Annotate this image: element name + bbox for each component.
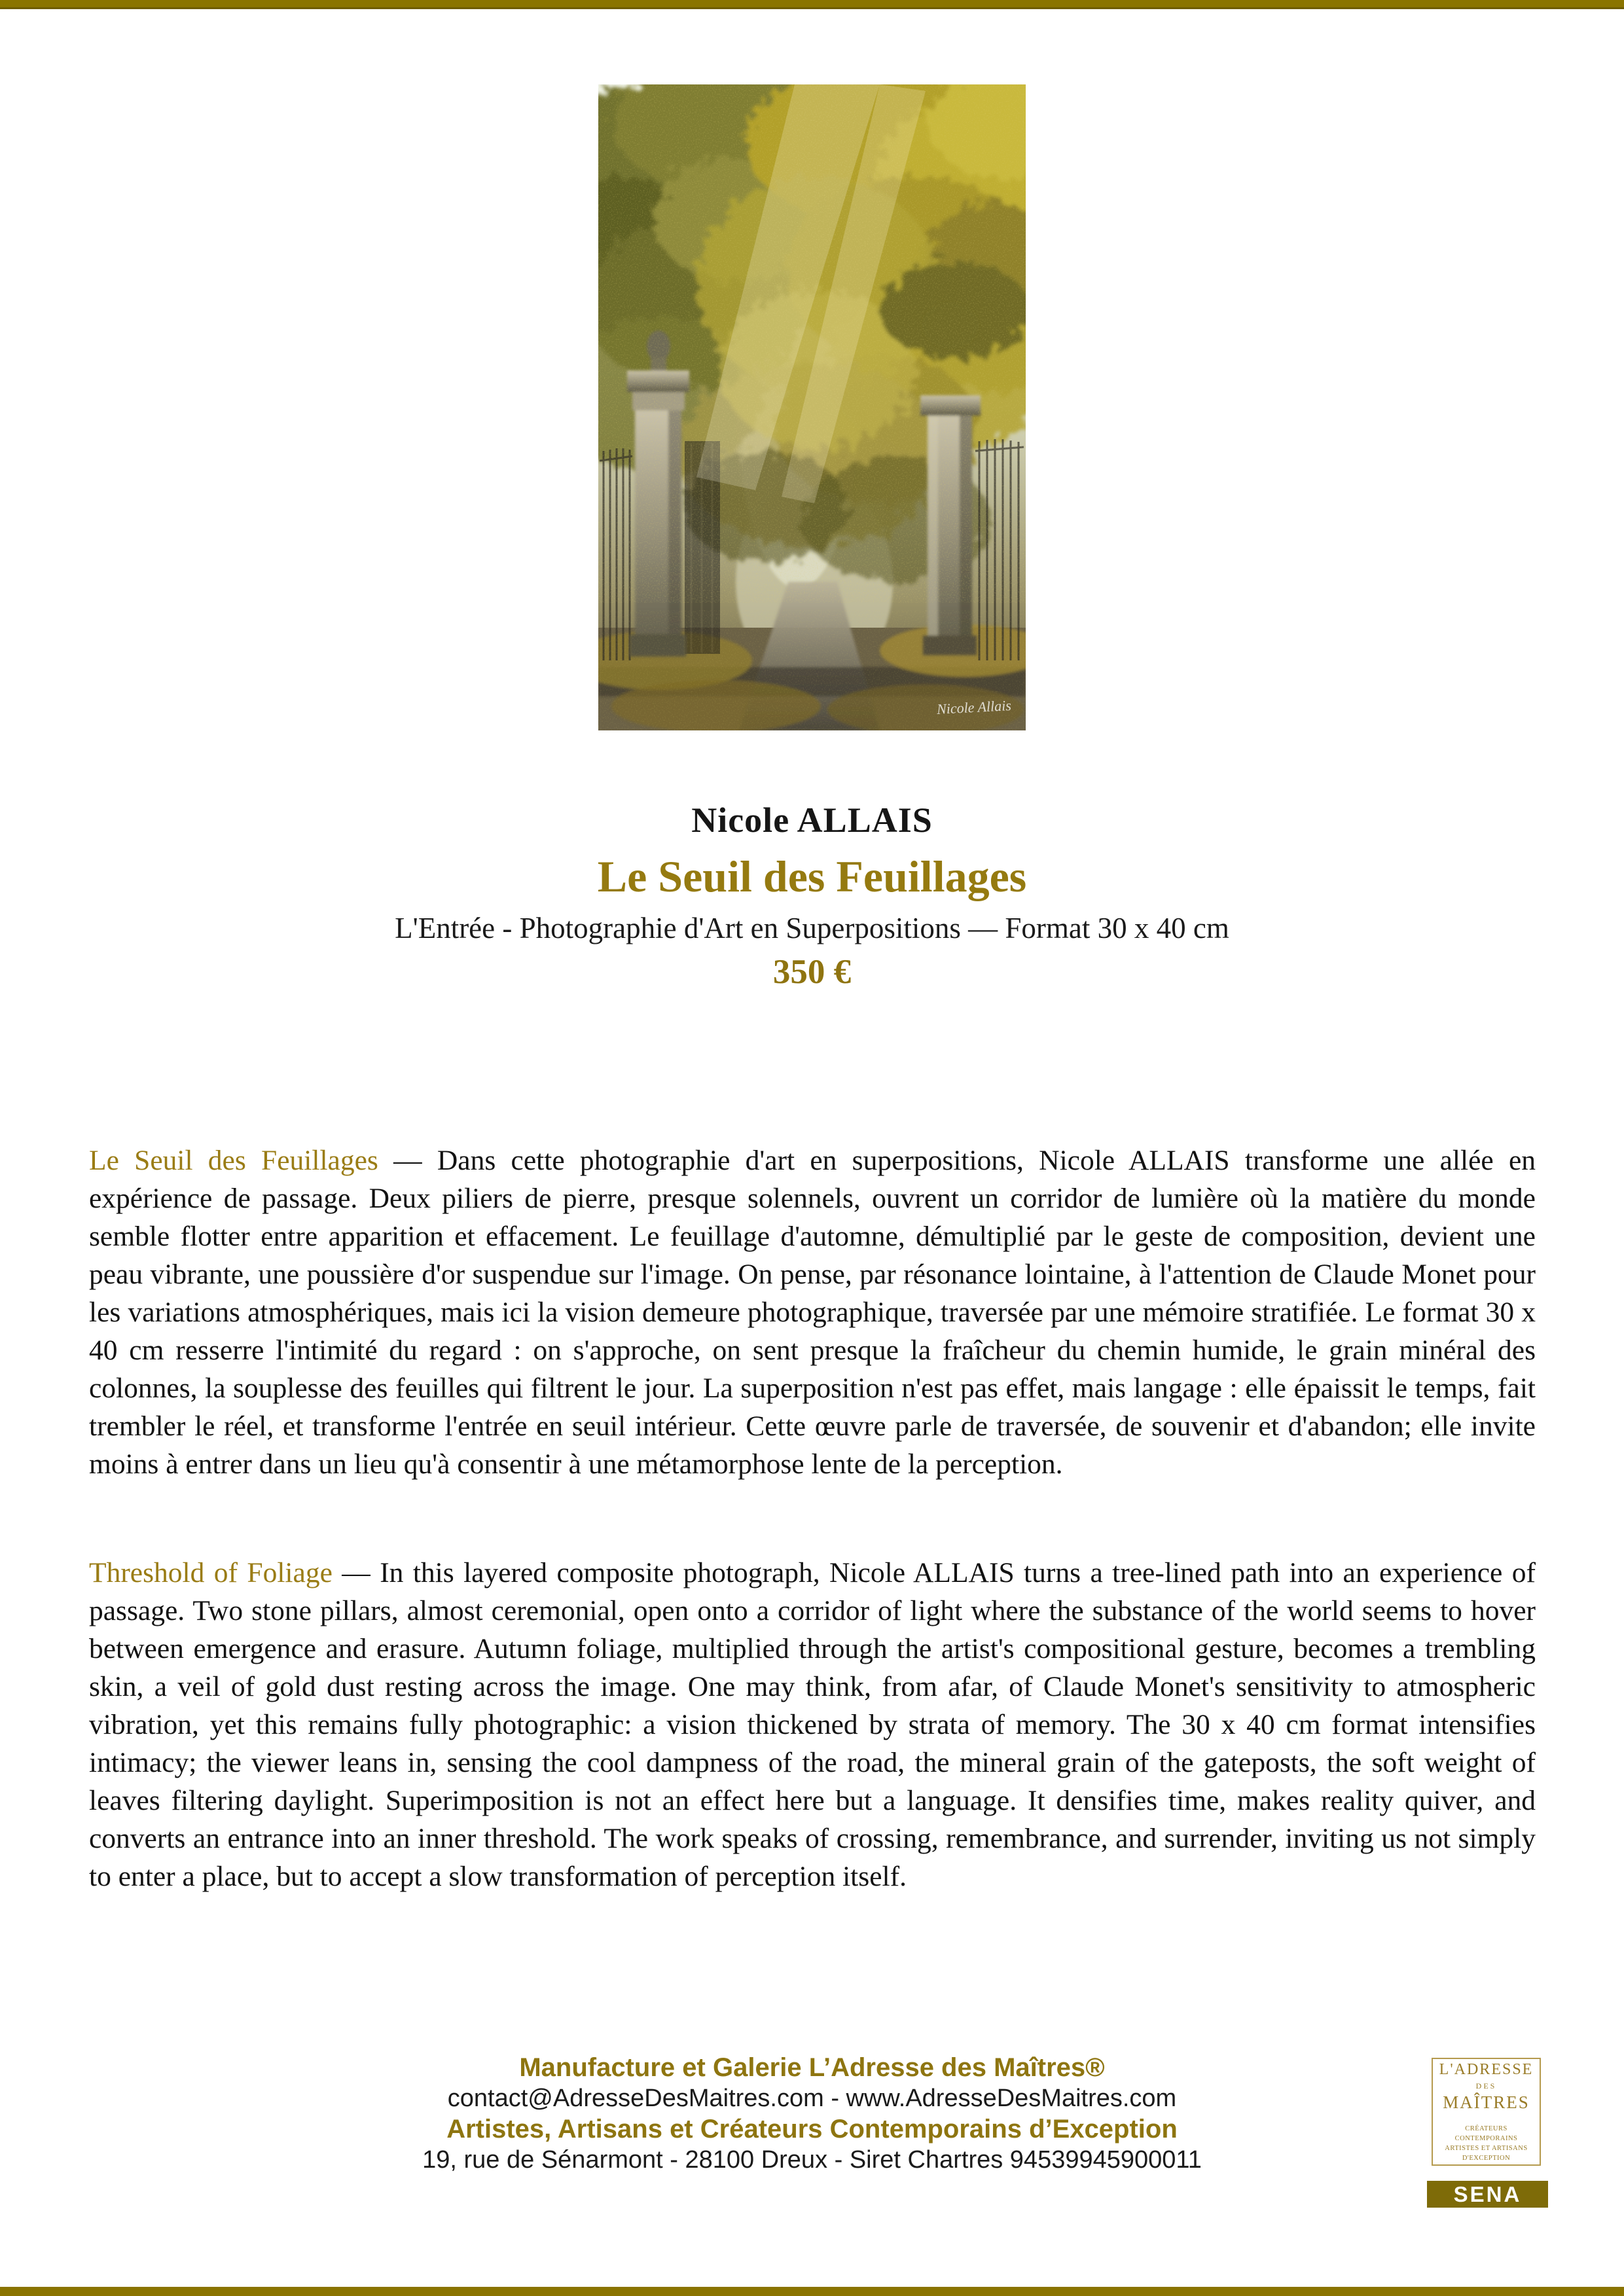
artist-signature: Nicole Allais <box>936 697 1012 717</box>
gallery-contact: contact@AdresseDesMaitres.com - www.AdresseDesMaitres.com <box>447 2085 1177 2112</box>
footer-block <box>0 2053 1624 2176</box>
logo-small-line-2: ARTISTES ET ARTISANS <box>1445 2144 1528 2152</box>
sena-badge: SENA <box>1427 2181 1548 2208</box>
logo-line-adresse: L'ADRESSE <box>1439 2060 1534 2078</box>
artwork-title: Le Seuil des Feuillages <box>597 852 1027 901</box>
description-french-lead: Le Seuil des Feuillages <box>89 1144 378 1176</box>
description-english-lead: Threshold of Foliage <box>89 1556 333 1588</box>
description-english-body: In this layered composite photograph, Nicole ALLAIS turns a tree-lined path into an experience of passage. Two stone pillars, almost ceremonial, open onto a corridor of light where the substance of the world seems to hover between emergence and erasure. Autumn foliage, multiplied through the artist's compositional gesture, becomes a trembling skin, a veil of gold dust resting across the image. One may think, from afar, of Claude Monet's sensitivity to atmospheric vibration, yet this remains fully photographic: a vision thickened by strata of memory. The 30 x 40 cm format intensifies intimacy; the viewer leans in, sensing the cool dampness of the road, the mineral grain of the gateposts, the soft weight of leaves filtering daylight. Superimposition is not an effect here but a language. It densifies time, makes reality quiver, and converts an entrance into an inner threshold. The work speaks of crossing, remembrance, and surrender, inviting us not simply to enter a place, but to accept a slow transformation of perception itself. <box>89 1556 1536 1892</box>
logo-small-line-3: D'EXCEPTION <box>1462 2154 1511 2162</box>
description-french-body: Dans cette photographie d'art en superpositions, Nicole ALLAIS transforme une allée en expérience de passage. Deux piliers de pierre, presque solennels, ouvrent un corridor de lumière où la matière du monde semble flotter entre apparition et effacement. Le feuillage d'automne, démultiplié par le geste de composition, devient une peau vibrante, une poussière d'or suspendue sur l'image. On pense, par résonance lointaine, à l'attention de Claude Monet pour les variations atmosphériques, mais ici la vision demeure photographique, traversée par une mémoire stratifiée. Le format 30 x 40 cm resserre l'intimité du regard : on s'approche, on sent presque la fraîcheur du chemin humide, le grain minéral des colonnes, la souplesse des feuilles qui filtrent le jour. La superposition n'est pas effet, mais langage : elle épaissit le temps, fait trembler le réel, et transforme l'entrée en seuil intérieur. Cette œuvre parle de traversée, de souvenir et d'abandon; elle invite moins à entrer dans un lieu qu'à consentir à une métamorphose lente de la perception. <box>89 1144 1536 1480</box>
artwork-subtitle: L'Entrée - Photographie d'Art en Superpositions — Format 30 x 40 cm <box>395 912 1229 944</box>
artwork-photo <box>598 84 1026 730</box>
artwork-photo-illustration <box>598 84 1026 730</box>
logo-line-des: DES <box>1475 2081 1497 2090</box>
bottom-accent-bar <box>0 2287 1624 2296</box>
description-french <box>89 1141 1536 1483</box>
gallery-name: Manufacture et Galerie L’Adresse des Maîtres® <box>519 2053 1105 2082</box>
artist-name: Nicole ALLAIS <box>691 800 933 840</box>
artwork-price: 350 € <box>772 953 852 991</box>
logo-small-line-1: CRÉATEURS CONTEMPORAINS <box>1454 2125 1518 2142</box>
description-french-separator: — <box>378 1144 437 1176</box>
gallery-address: 19, rue de Sénarmont - 28100 Dreux - Siret Chartres 94539945900011 <box>422 2146 1202 2174</box>
description-english <box>89 1554 1536 1895</box>
gallery-tagline: Artistes, Artisans et Créateurs Contemporains d’Exception <box>446 2115 1178 2144</box>
logo-line-maitres: MAÎTRES <box>1443 2092 1530 2112</box>
description-english-separator: — <box>332 1556 380 1588</box>
gallery-logo <box>1432 2058 1541 2166</box>
top-accent-bar <box>0 0 1624 9</box>
